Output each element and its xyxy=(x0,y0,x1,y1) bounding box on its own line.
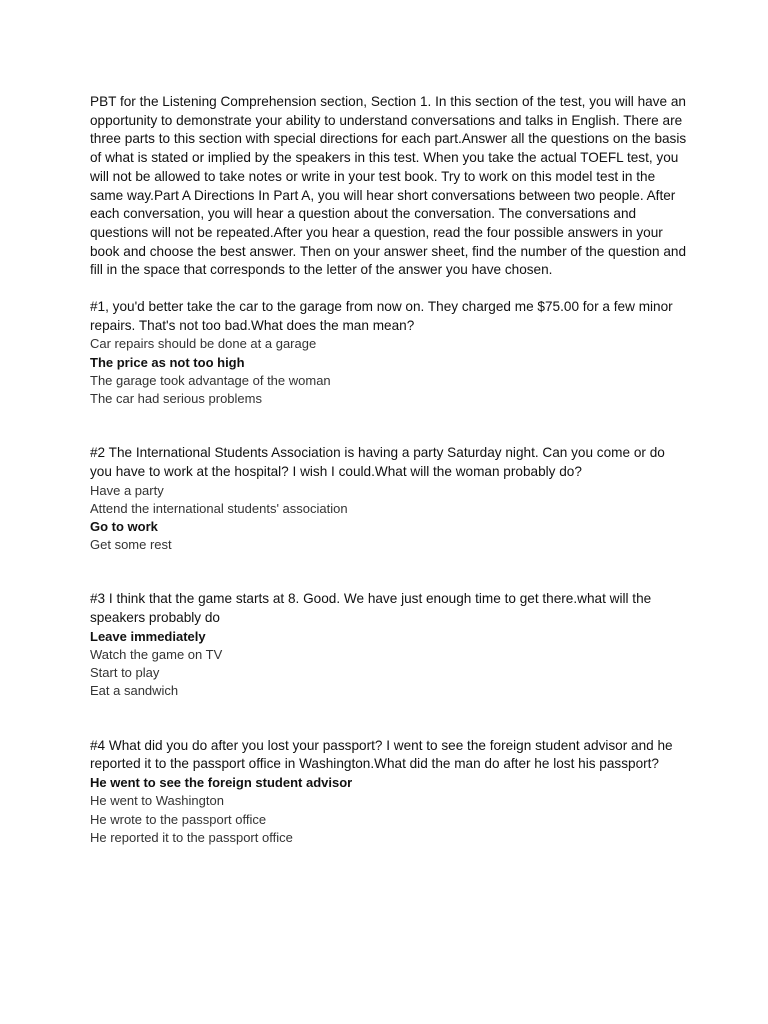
question-text: #4 What did you do after you lost your passport? I went to see the foreign student advisor and he reported it to the passport office in Washington.What did the man do after he lost his passport? xyxy=(90,737,673,772)
answer-option: Have a party xyxy=(90,482,164,498)
question-text: #3 I think that the game starts at 8. Good. We have just enough time to get there.what will the speakers probably do xyxy=(90,591,652,626)
question-block-4 xyxy=(90,737,688,847)
intro-paragraph: PBT for the Listening Comprehension section, Section 1. In this section of the test, you will have an opportunity to demonstrate your ability to understand conversations and talks in English. There are three parts to this section with special directions for each part.Answer all the questions on the basis of what is stated or implied by the speakers in this test. When you take the actual TOEFL test, you will not be allowed to take notes or write in your test book. Try to work on this model test in the same way.Part A Directions In Part A, you will hear short conversations between two people. After each conversation, you will hear a question about the conversation. The conversations and questions will not be repeated.After you hear a question, read the four possible answers in your book and choose the best answer. Then on your answer sheet, find the number of the question and fill in the space that corresponds to the letter of the answer you have chosen. xyxy=(90,94,687,278)
answer-option-correct: Leave immediately xyxy=(90,628,206,644)
answer-option: Start to play xyxy=(90,665,160,681)
answer-option-correct: The price as not too high xyxy=(90,354,245,370)
answer-options xyxy=(90,335,688,408)
answer-options xyxy=(90,628,688,701)
answer-option-correct: He went to see the foreign student advisor xyxy=(90,775,353,791)
question-text: #2 The International Students Association is having a party Saturday night. Can you come or do you have to work at the hospital? I wish I could.What will the woman probably do? xyxy=(90,445,665,479)
answer-options xyxy=(90,482,688,555)
question-block-3 xyxy=(90,590,688,700)
answer-option: Attend the international students' association xyxy=(90,500,348,516)
answer-option: The garage took advantage of the woman xyxy=(90,372,331,388)
answer-option: Get some rest xyxy=(90,537,172,553)
answer-option: Watch the game on TV xyxy=(90,647,223,663)
question-block-1 xyxy=(90,298,688,408)
answer-option: The car had serious problems xyxy=(90,391,262,407)
answer-option: Eat a sandwich xyxy=(90,683,179,699)
answer-option: Car repairs should be done at a garage xyxy=(90,336,317,352)
answer-option: He went to Washington xyxy=(90,793,224,809)
answer-option-correct: Go to work xyxy=(90,519,158,535)
answer-option: He wrote to the passport office xyxy=(90,811,267,827)
answer-option: He reported it to the passport office xyxy=(90,829,293,845)
answer-options xyxy=(90,774,688,847)
question-block-2 xyxy=(90,444,688,554)
question-text: #1, you'd better take the car to the garage from now on. They charged me $75.00 for a few minor repairs. That's not too bad.What does the man mean? xyxy=(90,299,673,333)
